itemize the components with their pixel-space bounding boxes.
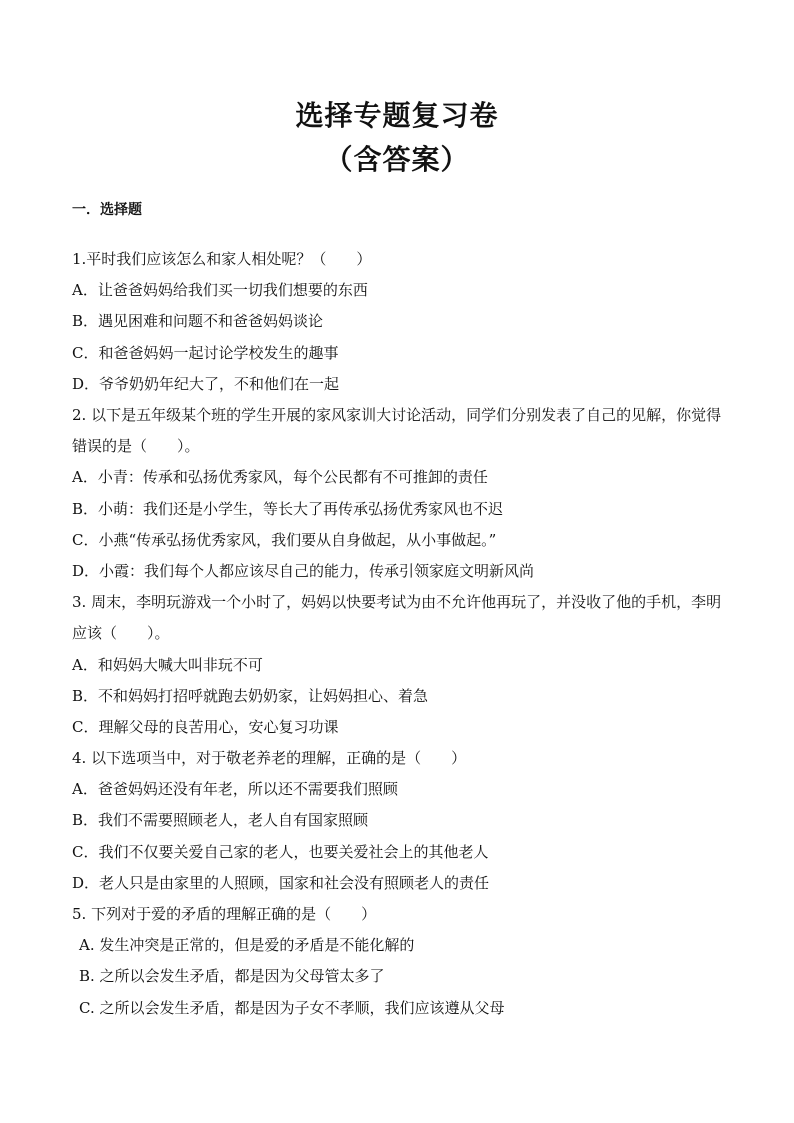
question-stem: 3. 周末，李明玩游戏一个小时了，妈妈以快要考试为由不允许他再玩了，并没收了他的手机，李明应该（ ）。 <box>72 593 722 643</box>
question-4 <box>72 743 732 899</box>
option-c: C．我们不仅要关爱自己家的老人，也要关爱社会上的其他老人 <box>72 842 489 861</box>
page-title: 选择专题复习卷 <box>295 99 499 132</box>
question-1 <box>72 244 732 400</box>
question-2 <box>72 400 732 587</box>
question-stem: 2. 以下是五年级某个班的学生开展的家风家训大讨论活动，同学们分别发表了自己的见解，你觉得错误的是（ ）。 <box>72 405 722 456</box>
option-a: A. 发生冲突是正常的，但是爱的矛盾是不能化解的 <box>79 936 415 955</box>
option-b: B．遇见困难和问题不和爸爸妈妈谈论 <box>72 312 324 331</box>
option-b: B. 之所以会发生矛盾，都是因为父母管太多了 <box>79 967 385 986</box>
option-c: C．小燕“传承弘扬优秀家风，我们要从自身做起，从小事做起。” <box>72 530 497 549</box>
option-b: B．不和妈妈打招呼就跑去奶奶家，让妈妈担心、着急 <box>72 686 429 705</box>
question-3 <box>72 587 732 743</box>
option-a: A．爸爸妈妈还没有年老，所以还不需要我们照顾 <box>72 780 398 799</box>
question-stem: 1.平时我们应该怎么和家人相处呢？（ ） <box>72 250 372 268</box>
option-b: B．我们不需要照顾老人，老人自有国家照顾 <box>72 811 369 830</box>
question-list <box>72 244 732 1024</box>
option-d: D．小霞：我们每个人都应该尽自己的能力，传承引领家庭文明新风尚 <box>72 561 535 580</box>
option-d: D．爷爷奶奶年纪大了，不和他们在一起 <box>72 374 340 393</box>
page-subtitle: （含答案） <box>324 143 470 176</box>
option-c: C. 之所以会发生矛盾，都是因为子女不孝顺，我们应该遵从父母 <box>79 998 505 1017</box>
question-stem: 4. 以下选项当中，对于敬老养老的理解，正确的是（ ） <box>72 749 467 768</box>
option-c: C．和爸爸妈妈一起讨论学校发生的趣事 <box>72 343 339 362</box>
option-a: A．和妈妈大喊大叫非玩不可 <box>72 655 263 674</box>
option-a: A．小青：传承和弘扬优秀家风，每个公民都有不可推卸的责任 <box>72 468 488 487</box>
option-b: B．小萌：我们还是小学生，等长大了再传承弘扬优秀家风也不迟 <box>72 499 504 518</box>
option-a: A．让爸爸妈妈给我们买一切我们想要的东西 <box>72 281 368 300</box>
question-stem: 5. 下列对于爱的矛盾的理解正确的是（ ） <box>72 905 377 923</box>
option-c: C．理解父母的良苦用心，安心复习功课 <box>72 717 339 736</box>
question-5 <box>72 899 732 1024</box>
section-heading: 一．选择题 <box>72 202 142 218</box>
option-d: D．老人只是由家里的人照顾，国家和社会没有照顾老人的责任 <box>72 873 490 892</box>
